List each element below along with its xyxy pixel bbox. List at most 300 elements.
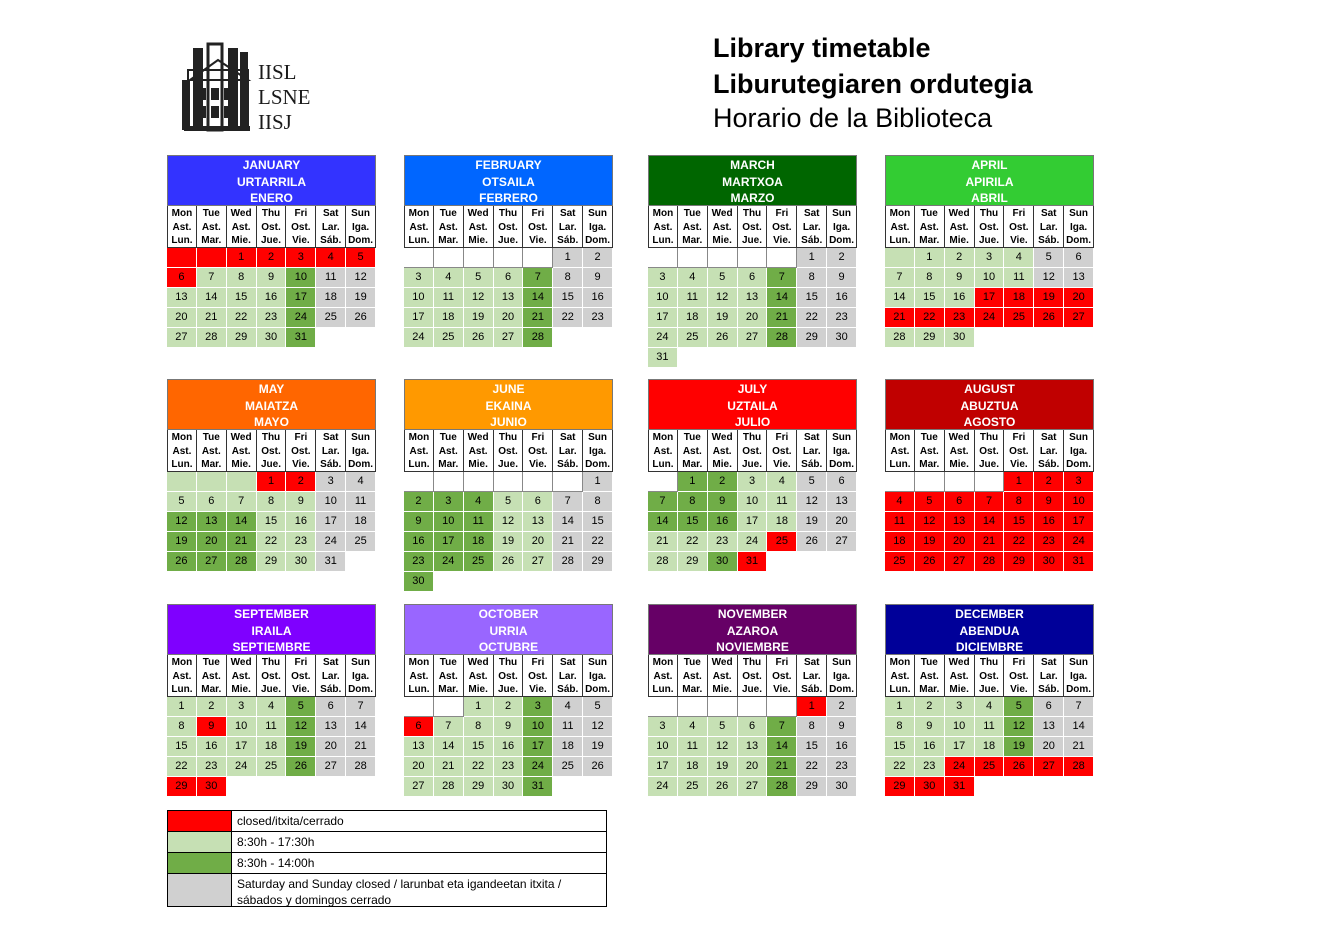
day-cell: 19 xyxy=(708,308,738,328)
weekday-header: Sat Lar. Sáb. xyxy=(316,430,346,472)
day-cell: 8 xyxy=(167,717,197,737)
day-cell: 25 xyxy=(767,532,797,552)
weekday-header: Tue Ast. Mar. xyxy=(915,430,945,472)
day-cell: 30 xyxy=(827,777,857,797)
day-cell: 2 xyxy=(286,472,316,492)
empty-cell xyxy=(975,328,1005,348)
day-cell: 17 xyxy=(404,308,434,328)
month-name-0: FEBRUARY xyxy=(475,158,542,172)
day-cell: 2 xyxy=(827,248,857,268)
day-cell: 13 xyxy=(523,512,553,532)
day-cell: 21 xyxy=(648,532,678,552)
day-cell: 15 xyxy=(1004,512,1034,532)
week-row xyxy=(648,268,857,288)
day-cell: 31 xyxy=(945,777,975,797)
week-row xyxy=(885,308,1094,328)
weekday-header: Mon Ast. Lun. xyxy=(648,430,678,472)
day-cell: 15 xyxy=(797,288,827,308)
day-cell: 27 xyxy=(494,328,524,348)
day-cell: 18 xyxy=(767,512,797,532)
day-cell: 28 xyxy=(648,552,678,572)
empty-cell xyxy=(648,248,678,268)
weekday-header: Sat Lar. Sáb. xyxy=(316,206,346,248)
day-cell: 1 xyxy=(885,697,915,717)
month-march xyxy=(648,155,857,368)
month-name-2: OCTUBRE xyxy=(478,640,539,654)
logo-line-3: IISJ xyxy=(258,110,292,134)
day-cell: 18 xyxy=(316,288,346,308)
day-cell: 2 xyxy=(708,472,738,492)
weekday-header: Tue Ast. Mar. xyxy=(915,655,945,697)
month-name-0: MARCH xyxy=(730,158,775,172)
weekday-header: Tue Ast. Mar. xyxy=(678,430,708,472)
empty-cell xyxy=(227,472,257,492)
month-august xyxy=(885,379,1094,572)
weekday-header: Fri Ost. Vie. xyxy=(1004,655,1034,697)
day-cell: 23 xyxy=(494,757,524,777)
empty-cell xyxy=(404,248,434,268)
weekday-header: Sat Lar. Sáb. xyxy=(553,206,583,248)
empty-cell xyxy=(738,697,768,717)
day-cell: 24 xyxy=(648,777,678,797)
title-spanish: Horario de la Biblioteca xyxy=(713,103,993,133)
empty-cell xyxy=(167,472,197,492)
day-cell: 8 xyxy=(553,268,583,288)
month-name-0: JULY xyxy=(737,382,768,396)
day-cell: 20 xyxy=(738,308,768,328)
empty-cell xyxy=(1034,328,1064,348)
day-cell: 22 xyxy=(915,308,945,328)
empty-cell xyxy=(738,348,768,368)
month-september xyxy=(167,604,376,797)
empty-cell xyxy=(945,472,975,492)
empty-cell xyxy=(708,348,738,368)
month-name-1: APIRILA xyxy=(965,174,1014,189)
weekday-header: Sat Lar. Sáb. xyxy=(797,430,827,472)
empty-cell xyxy=(767,348,797,368)
month-name-0: JANUARY xyxy=(242,158,301,172)
empty-cell xyxy=(975,777,1005,797)
day-cell: 22 xyxy=(1004,532,1034,552)
weekday-header: Sat Lar. Sáb. xyxy=(316,655,346,697)
day-cell: 18 xyxy=(257,737,287,757)
day-cell: 21 xyxy=(975,532,1005,552)
month-name-2: JUNIO xyxy=(490,415,527,429)
empty-cell xyxy=(464,248,494,268)
day-cell: 5 xyxy=(286,697,316,717)
day-cell: 30 xyxy=(915,777,945,797)
day-cell: 14 xyxy=(523,288,553,308)
day-cell: 30 xyxy=(494,777,524,797)
day-cell: 1 xyxy=(583,472,613,492)
day-cell: 24 xyxy=(316,532,346,552)
empty-cell xyxy=(494,572,524,592)
month-name-1: URRIA xyxy=(489,623,528,638)
day-cell: 17 xyxy=(648,757,678,777)
empty-cell xyxy=(553,472,583,492)
day-cell: 5 xyxy=(1004,697,1034,717)
month-name-0: MAY xyxy=(258,382,285,396)
day-cell: 10 xyxy=(738,492,768,512)
day-cell: 27 xyxy=(827,532,857,552)
weekday-header: Mon Ast. Lun. xyxy=(404,430,434,472)
week-row xyxy=(404,572,613,592)
month-name-0: NOVEMBER xyxy=(717,607,788,621)
empty-cell xyxy=(648,472,678,492)
empty-cell xyxy=(346,552,376,572)
day-cell: 28 xyxy=(197,328,227,348)
empty-cell xyxy=(1064,777,1094,797)
day-cell: 22 xyxy=(257,532,287,552)
empty-cell xyxy=(434,697,464,717)
day-cell: 3 xyxy=(404,268,434,288)
legend-row-weekend xyxy=(168,874,606,906)
day-cell: 6 xyxy=(1034,697,1064,717)
week-row xyxy=(885,737,1094,757)
logo-line-2: LSNE xyxy=(258,85,311,109)
weekday-header: Sat Lar. Sáb. xyxy=(553,430,583,472)
day-cell: 19 xyxy=(286,737,316,757)
day-cell: 27 xyxy=(167,328,197,348)
day-cell: 3 xyxy=(1064,472,1094,492)
month-name-0: SEPTEMBER xyxy=(234,607,309,621)
month-header xyxy=(167,604,376,655)
day-cell: 5 xyxy=(494,492,524,512)
month-name-0: AUGUST xyxy=(964,382,1015,396)
empty-cell xyxy=(404,697,434,717)
weekday-header: Thu Ost. Jue. xyxy=(975,206,1005,248)
day-cell: 22 xyxy=(227,308,257,328)
day-cell: 28 xyxy=(767,777,797,797)
weekday-header: Tue Ast. Mar. xyxy=(678,655,708,697)
legend-label-long-hours: 8:30h - 17:30h xyxy=(237,835,315,849)
day-cell: 12 xyxy=(1004,717,1034,737)
day-cell: 30 xyxy=(197,777,227,797)
day-cell: 12 xyxy=(1034,268,1064,288)
week-row xyxy=(885,697,1094,717)
weekday-header: Mon Ast. Lun. xyxy=(885,206,915,248)
month-name-2: NOVIEMBRE xyxy=(716,640,789,654)
day-cell: 3 xyxy=(227,697,257,717)
day-cell: 18 xyxy=(464,532,494,552)
day-cell: 17 xyxy=(945,737,975,757)
day-cell: 11 xyxy=(464,512,494,532)
day-cell: 9 xyxy=(494,717,524,737)
week-row xyxy=(167,532,376,552)
month-header xyxy=(404,155,613,206)
day-cell: 6 xyxy=(945,492,975,512)
day-cell: 6 xyxy=(167,268,197,288)
day-cell: 15 xyxy=(797,737,827,757)
weekday-header: Tue Ast. Mar. xyxy=(915,206,945,248)
weekday-header: Sat Lar. Sáb. xyxy=(797,655,827,697)
month-name-0: OCTOBER xyxy=(478,607,539,621)
empty-cell xyxy=(583,777,613,797)
empty-cell xyxy=(316,777,346,797)
empty-cell xyxy=(827,552,857,572)
day-cell: 21 xyxy=(227,532,257,552)
month-name-1: UZTAILA xyxy=(727,398,778,413)
week-row xyxy=(167,308,376,328)
empty-cell xyxy=(257,777,287,797)
day-cell: 25 xyxy=(678,328,708,348)
weekday-header: Fri Ost. Vie. xyxy=(1004,206,1034,248)
day-cell: 4 xyxy=(553,697,583,717)
empty-cell xyxy=(885,248,915,268)
weekday-header: Wed Ast. Mie. xyxy=(464,655,494,697)
day-cell: 24 xyxy=(523,757,553,777)
week-row xyxy=(885,717,1094,737)
week-row xyxy=(404,717,613,737)
day-cell: 20 xyxy=(738,757,768,777)
legend-swatch-short-hours xyxy=(168,853,232,873)
day-cell: 16 xyxy=(257,288,287,308)
day-cell: 16 xyxy=(708,512,738,532)
day-cell: 4 xyxy=(767,472,797,492)
day-cell: 20 xyxy=(494,308,524,328)
day-cell: 31 xyxy=(286,328,316,348)
day-cell: 2 xyxy=(945,248,975,268)
day-cell: 20 xyxy=(404,757,434,777)
month-name-1: MAIATZA xyxy=(244,398,299,413)
day-cell: 13 xyxy=(316,717,346,737)
day-cell: 19 xyxy=(708,757,738,777)
weekday-header: Sun Iga. Dom. xyxy=(346,655,376,697)
day-cell: 24 xyxy=(404,328,434,348)
day-cell: 28 xyxy=(553,552,583,572)
day-cell: 15 xyxy=(553,288,583,308)
day-cell: 16 xyxy=(915,737,945,757)
month-october xyxy=(404,604,613,797)
day-cell: 28 xyxy=(523,328,553,348)
day-cell: 18 xyxy=(346,512,376,532)
day-cell: 12 xyxy=(346,268,376,288)
weekday-header: Wed Ast. Mie. xyxy=(708,206,738,248)
weekday-header-row xyxy=(167,430,376,472)
day-cell: 1 xyxy=(797,697,827,717)
day-cell: 16 xyxy=(827,288,857,308)
day-cell: 15 xyxy=(227,288,257,308)
weekday-header: Thu Ost. Jue. xyxy=(257,655,287,697)
day-cell: 27 xyxy=(523,552,553,572)
empty-cell xyxy=(767,697,797,717)
day-cell: 11 xyxy=(434,288,464,308)
week-row xyxy=(404,532,613,552)
day-cell: 28 xyxy=(885,328,915,348)
empty-cell xyxy=(1004,328,1034,348)
day-cell: 22 xyxy=(797,308,827,328)
weekday-header: Wed Ast. Mie. xyxy=(708,655,738,697)
day-cell: 10 xyxy=(404,288,434,308)
title-english: Library timetable xyxy=(713,33,931,63)
day-cell: 19 xyxy=(346,288,376,308)
day-cell: 26 xyxy=(1034,308,1064,328)
day-cell: 1 xyxy=(167,697,197,717)
day-cell: 6 xyxy=(404,717,434,737)
weekday-header: Tue Ast. Mar. xyxy=(434,655,464,697)
weekday-header-row xyxy=(404,430,613,472)
day-cell: 12 xyxy=(464,288,494,308)
day-cell: 29 xyxy=(678,552,708,572)
day-cell: 22 xyxy=(553,308,583,328)
day-cell: 2 xyxy=(1034,472,1064,492)
week-row xyxy=(648,512,857,532)
empty-cell xyxy=(553,572,583,592)
day-cell: 11 xyxy=(316,268,346,288)
day-cell: 10 xyxy=(316,492,346,512)
day-cell: 28 xyxy=(767,328,797,348)
day-cell: 23 xyxy=(583,308,613,328)
week-row xyxy=(167,512,376,532)
day-cell: 28 xyxy=(227,552,257,572)
day-cell: 17 xyxy=(1064,512,1094,532)
day-cell: 25 xyxy=(1004,308,1034,328)
weekday-header: Fri Ost. Vie. xyxy=(767,430,797,472)
day-cell: 8 xyxy=(583,492,613,512)
weekday-header: Sun Iga. Dom. xyxy=(827,206,857,248)
day-cell: 11 xyxy=(346,492,376,512)
day-cell: 27 xyxy=(738,777,768,797)
day-cell: 16 xyxy=(197,737,227,757)
week-row xyxy=(167,697,376,717)
day-cell: 11 xyxy=(257,717,287,737)
day-cell: 21 xyxy=(767,308,797,328)
empty-cell xyxy=(494,248,524,268)
legend-swatch-weekend xyxy=(168,874,232,906)
empty-cell xyxy=(827,348,857,368)
day-cell: 25 xyxy=(434,328,464,348)
day-cell: 28 xyxy=(346,757,376,777)
weekday-header: Mon Ast. Lun. xyxy=(404,655,434,697)
day-cell: 7 xyxy=(346,697,376,717)
day-cell: 14 xyxy=(767,288,797,308)
weekday-header-row xyxy=(167,206,376,248)
weekday-header: Mon Ast. Lun. xyxy=(167,206,197,248)
day-cell: 11 xyxy=(885,512,915,532)
day-cell: 15 xyxy=(464,737,494,757)
day-cell: 5 xyxy=(346,248,376,268)
month-header xyxy=(648,379,857,430)
day-cell: 24 xyxy=(945,757,975,777)
day-cell: 30 xyxy=(1034,552,1064,572)
weekday-header: Sun Iga. Dom. xyxy=(1064,206,1094,248)
month-name-2: JULIO xyxy=(734,415,771,429)
day-cell: 29 xyxy=(797,328,827,348)
week-row xyxy=(885,512,1094,532)
empty-cell xyxy=(523,472,553,492)
day-cell: 25 xyxy=(346,532,376,552)
day-cell: 20 xyxy=(827,512,857,532)
day-cell: 27 xyxy=(197,552,227,572)
week-row xyxy=(404,737,613,757)
day-cell: 24 xyxy=(975,308,1005,328)
day-cell: 2 xyxy=(257,248,287,268)
weekday-header: Mon Ast. Lun. xyxy=(648,206,678,248)
weekday-header: Sun Iga. Dom. xyxy=(346,430,376,472)
week-row xyxy=(885,492,1094,512)
week-row xyxy=(885,472,1094,492)
week-row xyxy=(885,777,1094,797)
week-row xyxy=(648,552,857,572)
day-cell: 31 xyxy=(1064,552,1094,572)
weekday-header: Mon Ast. Lun. xyxy=(648,655,678,697)
week-row xyxy=(885,248,1094,268)
day-cell: 4 xyxy=(678,717,708,737)
day-cell: 1 xyxy=(678,472,708,492)
day-cell: 22 xyxy=(167,757,197,777)
day-cell: 3 xyxy=(975,248,1005,268)
weekday-header: Wed Ast. Mie. xyxy=(227,430,257,472)
day-cell: 8 xyxy=(464,717,494,737)
day-cell: 16 xyxy=(827,737,857,757)
day-cell: 2 xyxy=(827,697,857,717)
month-name-1: URTARRILA xyxy=(236,174,307,189)
empty-cell xyxy=(316,328,346,348)
day-cell: 10 xyxy=(523,717,553,737)
day-cell: 18 xyxy=(975,737,1005,757)
day-cell: 8 xyxy=(885,717,915,737)
day-cell: 8 xyxy=(1004,492,1034,512)
day-cell: 11 xyxy=(975,717,1005,737)
day-cell: 23 xyxy=(915,757,945,777)
empty-cell xyxy=(404,472,434,492)
day-cell: 19 xyxy=(797,512,827,532)
day-cell: 5 xyxy=(583,697,613,717)
day-cell: 31 xyxy=(648,348,678,368)
day-cell: 13 xyxy=(945,512,975,532)
day-cell: 8 xyxy=(797,717,827,737)
day-cell: 26 xyxy=(1004,757,1034,777)
day-cell: 17 xyxy=(434,532,464,552)
month-name-1: MARTXOA xyxy=(722,174,783,189)
day-cell: 11 xyxy=(767,492,797,512)
day-cell: 6 xyxy=(1064,248,1094,268)
day-cell: 19 xyxy=(1004,737,1034,757)
month-header xyxy=(167,155,376,206)
empty-cell xyxy=(167,248,197,268)
empty-cell xyxy=(464,572,494,592)
weekday-header: Tue Ast. Mar. xyxy=(678,206,708,248)
day-cell: 9 xyxy=(708,492,738,512)
month-name-0: JUNE xyxy=(492,382,525,396)
day-cell: 23 xyxy=(827,308,857,328)
day-cell: 2 xyxy=(583,248,613,268)
month-name-2: DICIEMBRE xyxy=(955,640,1024,654)
day-cell: 29 xyxy=(915,328,945,348)
month-name-1: IRAILA xyxy=(251,623,292,638)
day-cell: 12 xyxy=(708,737,738,757)
weekday-header: Mon Ast. Lun. xyxy=(885,655,915,697)
month-header xyxy=(404,604,613,655)
month-name-1: AZAROA xyxy=(726,623,779,638)
empty-cell xyxy=(434,572,464,592)
empty-cell xyxy=(523,572,553,592)
month-name-2: ABRIL xyxy=(971,191,1008,205)
day-cell: 1 xyxy=(915,248,945,268)
day-cell: 29 xyxy=(227,328,257,348)
title-basque: Liburutegiaren ordutegia xyxy=(713,69,1033,99)
day-cell: 23 xyxy=(286,532,316,552)
day-cell: 26 xyxy=(708,777,738,797)
day-cell: 13 xyxy=(1064,268,1094,288)
day-cell: 9 xyxy=(197,717,227,737)
empty-cell xyxy=(464,472,494,492)
day-cell: 13 xyxy=(494,288,524,308)
day-cell: 1 xyxy=(464,697,494,717)
day-cell: 19 xyxy=(583,737,613,757)
day-cell: 27 xyxy=(738,328,768,348)
day-cell: 3 xyxy=(738,472,768,492)
